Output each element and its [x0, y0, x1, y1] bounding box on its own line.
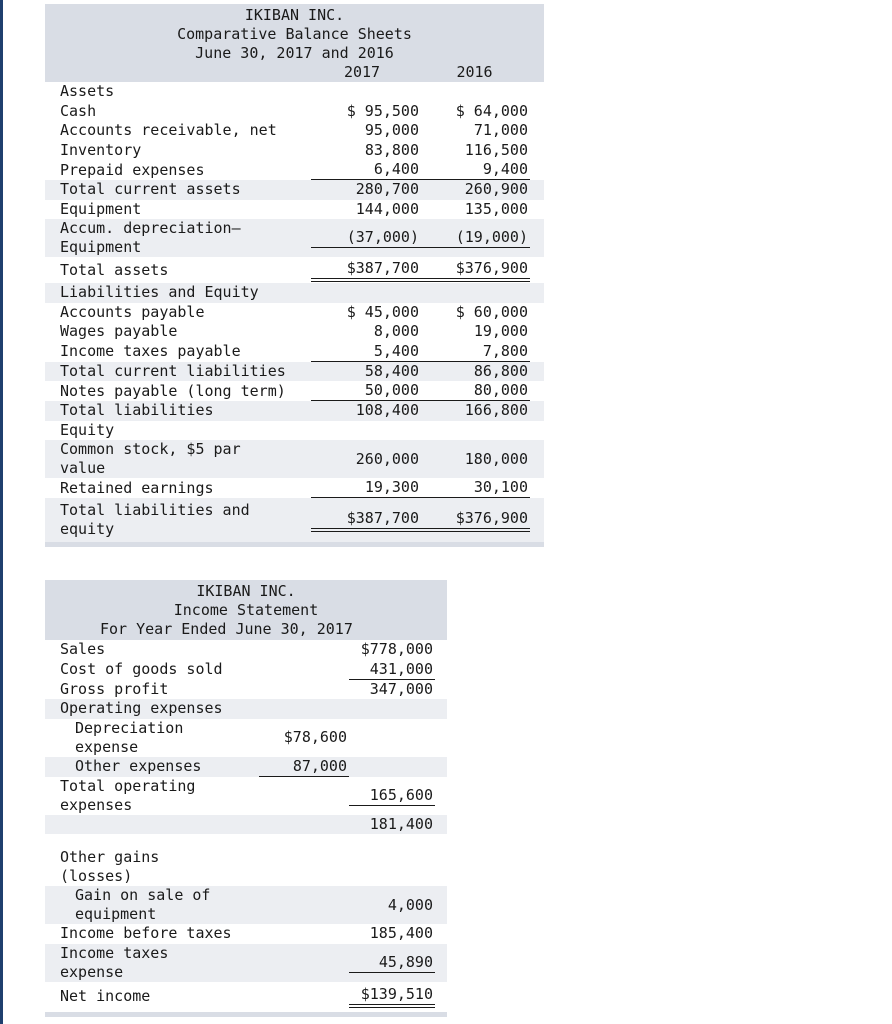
table-row-total: Total assets $387,700 $376,900 — [45, 257, 544, 283]
section-heading: Assets — [60, 82, 115, 101]
year-2016-header: 2016 — [456, 63, 493, 81]
section-heading: Liabilities and Equity — [45, 283, 544, 303]
table-row: Prepaid expenses 6,400 9,400 — [60, 160, 528, 179]
table-row: Wages payable 8,000 19,000 — [60, 322, 528, 341]
section-heading: Equity — [60, 420, 115, 439]
table-row: Equipment 144,000 135,000 — [60, 199, 528, 218]
page-left-border — [0, 0, 3, 1024]
table-row: Retained earnings 19,300 30,100 — [60, 478, 528, 497]
balance-sheet-header — [45, 4, 544, 82]
table-row: Total current assets 280,700 260,900 — [45, 180, 544, 200]
table-row: Common stock, $5 par value 260,000 180,000 — [45, 440, 544, 478]
table-row: Accounts receivable, net 95,000 71,000 — [60, 121, 528, 140]
statement-date: June 30, 2017 and 2016 — [195, 44, 394, 62]
table-row: Accounts payable $ 45,000 $ 60,000 — [60, 302, 528, 321]
table-row: Total operating expenses 165,600 — [60, 776, 433, 814]
year-2017-header: 2017 — [343, 63, 381, 81]
company-name: IKIBAN INC. — [196, 582, 296, 600]
table-row: Depreciation expense $78,600 — [75, 718, 347, 756]
spacer-row — [45, 834, 447, 848]
income-statement-table — [45, 580, 447, 1017]
balance-sheet-table — [45, 4, 544, 547]
table-row: Income taxes payable 5,400 7,800 — [60, 341, 528, 360]
table-row: Sales $778,000 — [60, 640, 433, 659]
table-bottom-rule — [45, 1012, 447, 1017]
table-bottom-rule — [45, 542, 544, 547]
table-row: Accum. depreciation— Equipment (37,000) (19,000) — [45, 219, 544, 257]
table-row: Gain on sale of equipment 4,000 — [45, 886, 447, 924]
table-row: Notes payable (long term) 50,000 80,000 — [60, 381, 528, 400]
table-row: Cost of goods sold 431,000 — [60, 659, 433, 678]
table-row-total: Net income $139,510 — [45, 982, 447, 1012]
table-row: Income taxes expense 45,890 — [45, 944, 447, 982]
statement-title: Comparative Balance Sheets — [177, 25, 412, 43]
table-row: Total liabilities 108,400 166,800 — [45, 401, 544, 421]
statement-title: Income Statement — [173, 601, 319, 619]
company-name: IKIBAN INC. — [244, 6, 345, 24]
table-row: Other expenses 87,000 — [45, 757, 447, 777]
table-row-total: Total liabilities and equity $387,700 $376,900 — [45, 498, 544, 542]
income-statement-header — [45, 580, 447, 640]
table-row-subtotal: 181,400 — [45, 815, 447, 835]
table-row: Cash $ 95,500 $ 64,000 — [60, 101, 528, 120]
table-row: Gross profit 347,000 — [60, 679, 433, 698]
table-row: Income before taxes 185,400 — [60, 924, 433, 943]
table-row: Total current liabilities 58,400 86,800 — [45, 362, 544, 382]
table-row: Inventory 83,800 116,500 — [60, 140, 528, 159]
section-heading: Operating expenses — [45, 699, 447, 719]
section-heading: Other gains (losses) — [60, 848, 160, 885]
year-header-row — [45, 63, 544, 82]
statement-period: For Year Ended June 30, 2017 — [100, 620, 353, 638]
